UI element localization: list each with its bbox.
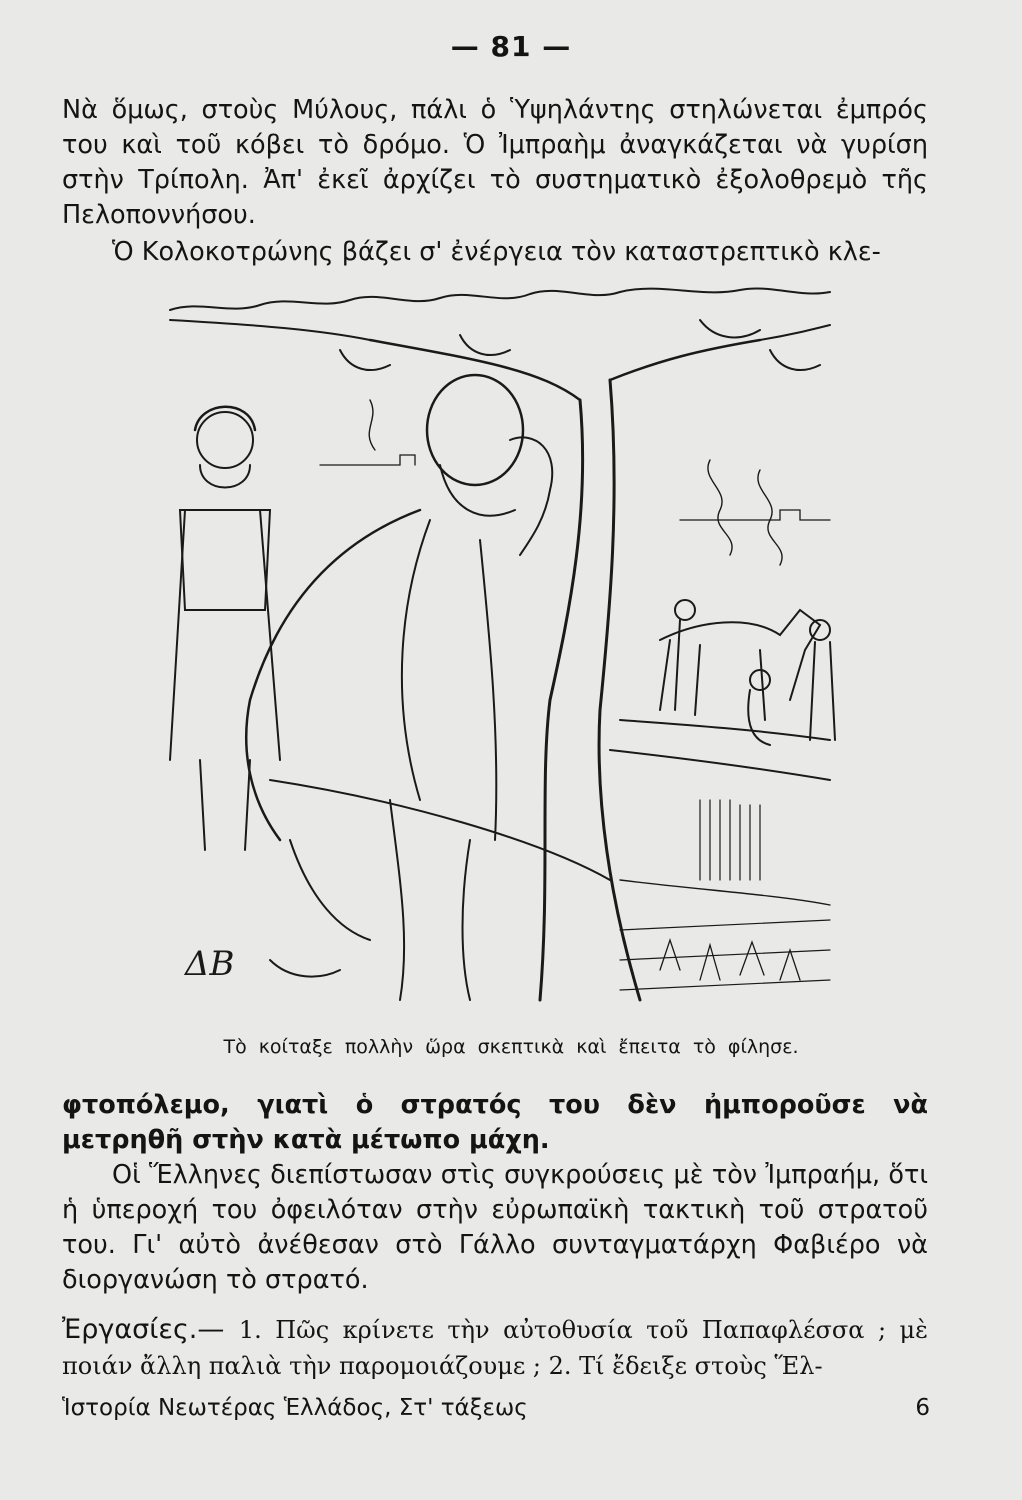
illustrator-signature: ΔΒ (185, 944, 235, 984)
footer-book-title: Ἱστορία Νεωτέρας Ἑλλάδος, Στ' τάξεως (62, 1395, 528, 1421)
paragraph-fabvier: Οἱ Ἕλληνες διεπίστωσαν στὶς συγκρούσεις μὲ τὸν Ἰμπραήμ, ὅτι ἡ ὑπεροχή του ὀφειλόταν στὴν εὐρωπαϊκὴ τακτικὴ τοῦ στρατοῦ του. Γι' αὐτὸ ἀνέθεσαν στὸ Γάλλο συνταγματάρχη Φαβιέρο νὰ διοργανώση τὸ στρατό. (62, 1160, 928, 1295)
illustration-embrace-tree (140, 280, 840, 1015)
paragraph-kolokotronis: Ὁ Κολοκοτρώνης βάζει σ' ἐνέργεια τὸν καταστρεπτικὸ κλε- (112, 237, 881, 267)
paragraph-mylous: Νὰ ὅμως, στοὺς Μύλους, πάλι ὁ Ὑψηλάντης στηλώνεται ἐμπρός του καὶ τοῦ κόβει τὸ δρόμο. Ὁ Ἰμπραὴμ ἀναγκάζεται νὰ γυρίση στὴν Τρίπολη. Ἀπ' ἐκεῖ ἀρχίζει τὸ συστηματικὸ ἐξολοθρεμὸ τῆς Πελοποννήσου. (62, 95, 928, 230)
page-number: — 81 — (450, 30, 572, 63)
exercises-text: 1. Πῶς κρίνετε τὴν αὐτοθυσία τοῦ Παπαφλέσσα ; μὲ ποιάν ἄλλη παλιὰ τὴν παρομοιάζουμε ; 2. Τί ἔδειξε στοὺς Ἕλ- (62, 1316, 928, 1380)
illustration-caption: Τὸ κοίταξε πολλὴν ὥρα σκεπτικὰ καὶ ἔπειτα τὸ φίλησε. (223, 1036, 799, 1058)
exercises-block (62, 1312, 928, 1384)
footer-sheet-number: 6 (915, 1395, 930, 1421)
paragraph-kleftopolemos: φτοπόλεμο, γιατὶ ὁ στρατός του δὲν ἠμποροῦσε νὰ μετρηθῆ στὴν κατὰ μέτωπο μάχη. (62, 1090, 928, 1155)
exercises-heading: Ἐργασίες.— (62, 1314, 239, 1345)
